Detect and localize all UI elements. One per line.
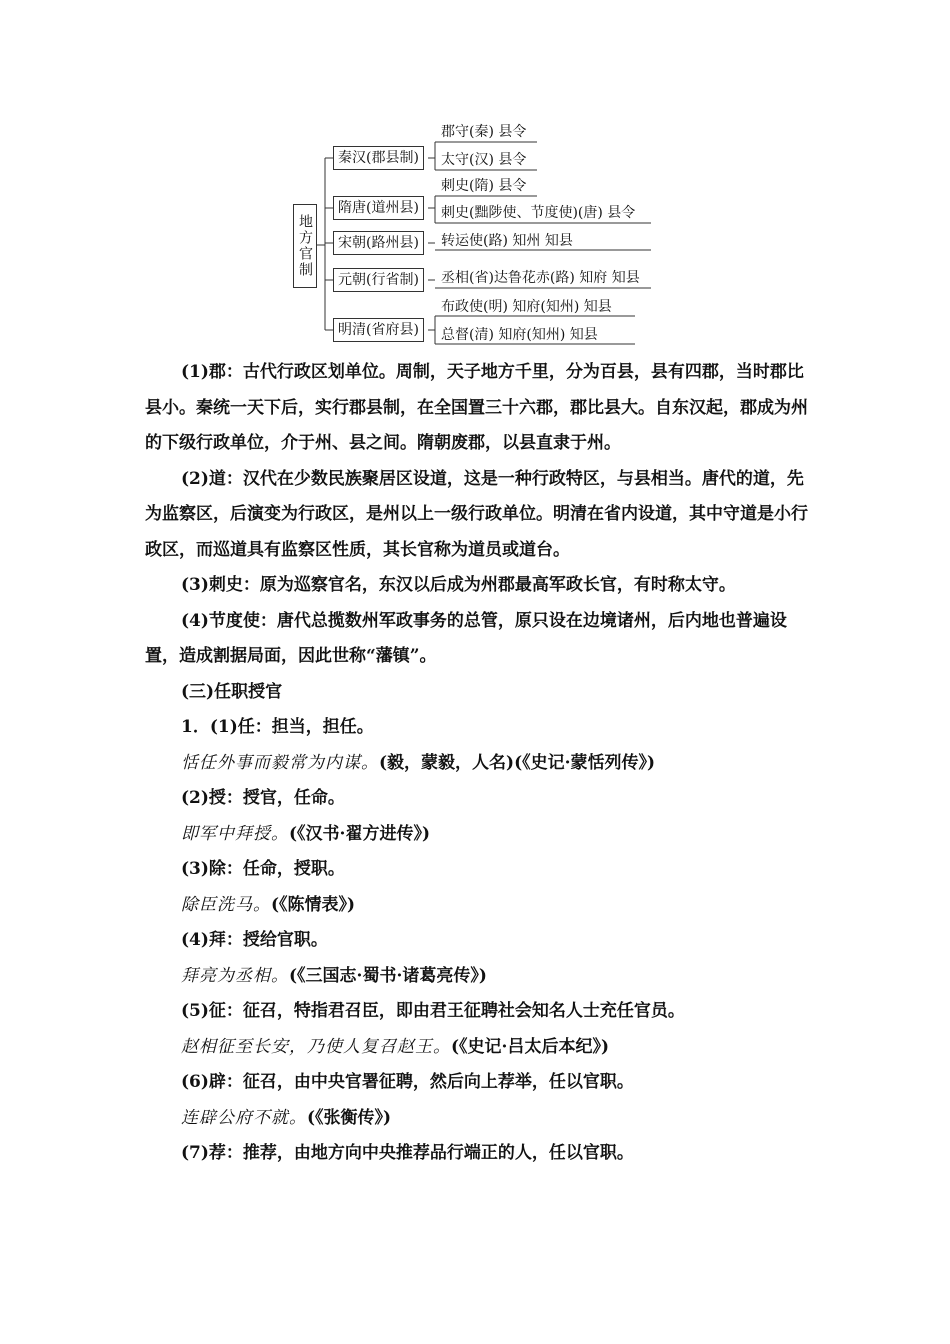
example-ren — [145, 746, 815, 782]
example-text: 即军中拜 — [181, 823, 253, 844]
example-source: (《张衡传》) — [307, 1107, 392, 1128]
item-bi: (6)辟：征召，由中央官署征聘，然后向上荐举，任以官职。 — [181, 1072, 634, 1092]
example-text: 臣洗马。 — [199, 894, 271, 915]
example-source: (《史记·吕太后本纪》) — [451, 1036, 610, 1057]
example-shou — [145, 817, 815, 853]
example-text: 赵相 — [181, 1036, 217, 1057]
section-heading: (三)任职授官 — [181, 681, 283, 702]
leaf-qinhan-1: 郡守(秦) 县令 — [441, 124, 527, 140]
item-zheng: (5)征：征召，特指君召臣，即由君王征聘社会知名人士充任官员。 — [181, 1001, 685, 1021]
leaf-mingqing-2: 总督(清) 知府(知州) 知县 — [441, 327, 598, 343]
leaf-qinhan-2: 太守(汉) 县令 — [441, 152, 527, 168]
example-text: 外事而毅常为内谋。 — [217, 752, 379, 773]
keyword: 任 — [199, 752, 217, 773]
item-shou: (2)授：授官，任命。 — [181, 788, 345, 808]
example-text: 。 — [271, 823, 289, 844]
keyword: 征 — [217, 1036, 235, 1057]
diagram-root: 地方官制 — [293, 204, 317, 288]
example-text: 至长安，乃使人复召赵王。 — [235, 1036, 451, 1057]
paragraph-cishi: (3)刺史：原为巡察官名，东汉以后成为州郡最高军政长官，有时称太守。 — [181, 575, 736, 595]
leaf-yuan-1: 丞相(省)达鲁花赤(路) 知府 知县 — [441, 270, 640, 286]
example-text: 亮为丞相。 — [199, 965, 289, 986]
example-chu — [145, 888, 815, 924]
official-system-diagram — [285, 118, 665, 350]
branch-qinhan: 秦汉(郡县制) — [333, 146, 424, 170]
branch-song: 宋朝(路州县) — [333, 231, 424, 255]
item-ren: 1．(1)任：担当，担任。 — [181, 717, 374, 737]
document-body — [145, 355, 815, 1172]
item-bai: (4)拜：授给官职。 — [181, 930, 328, 950]
example-source: (《汉书·翟方进传》) — [289, 823, 431, 844]
example-text: 连 — [181, 1107, 199, 1128]
paragraph-dao: (2)道：汉代在少数民族聚居区设道，这是一种行政特区，与县相当。唐代的道，先为监察区，后演变为行政区，是州以上一级行政单位。明清在省内设道，其中守道是小行政区，而巡道具有监察区性质，其长官称为道员或道台。 — [145, 468, 808, 560]
item-chu: (3)除：任命，授职。 — [181, 859, 345, 879]
branch-mingqing: 明清(省府县) — [333, 318, 424, 342]
example-text: 恬 — [181, 752, 199, 773]
example-source: (《陈情表》) — [271, 894, 356, 915]
keyword: 除 — [181, 894, 199, 915]
branch-yuan: 元朝(行省制) — [333, 268, 424, 292]
branch-suitang: 隋唐(道州县) — [333, 196, 424, 220]
paragraph-jiedushi: (4)节度使：唐代总揽数州军政事务的总管，原只设在边境诸州，后内地也普遍设置，造成割据局面，因此世称“藩镇”。 — [145, 610, 787, 666]
example-source: (《三国志·蜀书·诸葛亮传》) — [289, 965, 487, 986]
item-jian: (7)荐：推荐，由地方向中央推荐品行端正的人，任以官职。 — [181, 1143, 634, 1163]
leaf-song-1: 转运使(路) 知州 知县 — [441, 233, 573, 249]
leaf-suitang-2: 刺史(黜陟使、节度使)(唐) 县令 — [441, 205, 636, 221]
leaf-suitang-1: 刺史(隋) 县令 — [441, 178, 527, 194]
keyword: 辟 — [199, 1107, 217, 1128]
leaf-mingqing-1: 布政使(明) 知府(知州) 知县 — [441, 299, 612, 315]
keyword: 授 — [253, 823, 271, 844]
paragraph-jun: (1)郡：古代行政区划单位。周制，天子地方千里，分为百县，县有四郡，当时郡比县小。秦统一天下后，实行郡县制，在全国置三十六郡，郡比县大。自东汉起，郡成为州的下级行政单位，介于州、县之间。隋朝废郡，以县直隶于州。 — [145, 362, 808, 453]
keyword: 拜 — [181, 965, 199, 986]
example-text: 公府不就。 — [217, 1107, 307, 1128]
example-source: (毅，蒙毅，人名)(《史记·蒙恬列传》) — [379, 752, 656, 773]
example-bi — [145, 1101, 815, 1137]
example-bai — [145, 959, 815, 995]
example-zheng — [145, 1030, 815, 1066]
